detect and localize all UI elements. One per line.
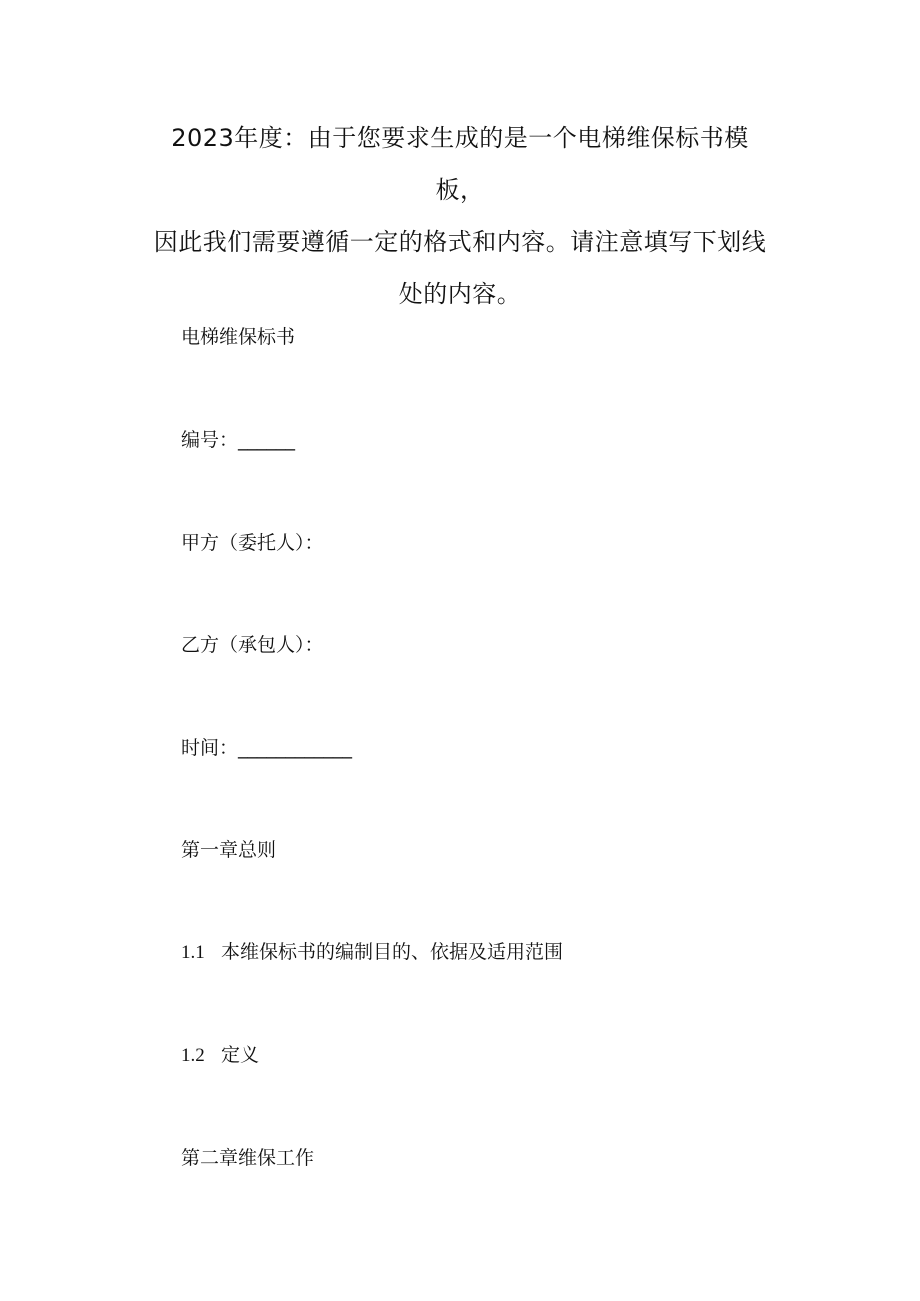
section-1-2-text: 定义 bbox=[221, 1044, 260, 1066]
chapter-2-heading: 第二章维保工作 bbox=[181, 1147, 315, 1169]
number-label: 编号： bbox=[181, 429, 239, 451]
title-line-2: 因此我们需要遵循一定的格式和内容。请注意填写下划线 bbox=[153, 228, 767, 256]
section-1-2 bbox=[181, 1041, 259, 1070]
section-1-1-text: 本维保标书的编制目的、依据及适用范围 bbox=[221, 941, 564, 963]
number-blank: ______ bbox=[238, 429, 296, 451]
document-heading: 电梯维保标书 bbox=[181, 326, 296, 348]
party-a-field: 甲方（委托人）： bbox=[181, 532, 324, 554]
section-1-1 bbox=[181, 938, 563, 967]
section-1-1-number: 1.1 bbox=[181, 942, 205, 963]
party-b-field: 乙方（承包人）： bbox=[181, 634, 324, 656]
time-field bbox=[181, 734, 352, 762]
title-line-1: 2023年度：由于您要求生成的是一个电梯维保标书模板， bbox=[171, 124, 749, 204]
chapter-1-heading: 第一章总则 bbox=[181, 839, 277, 861]
time-label: 时间： bbox=[181, 737, 239, 759]
document-title bbox=[150, 112, 770, 320]
number-field bbox=[181, 426, 295, 454]
title-line-3: 处的内容。 bbox=[398, 280, 522, 308]
section-1-2-number: 1.2 bbox=[181, 1045, 205, 1066]
time-blank: ____________ bbox=[238, 737, 353, 759]
